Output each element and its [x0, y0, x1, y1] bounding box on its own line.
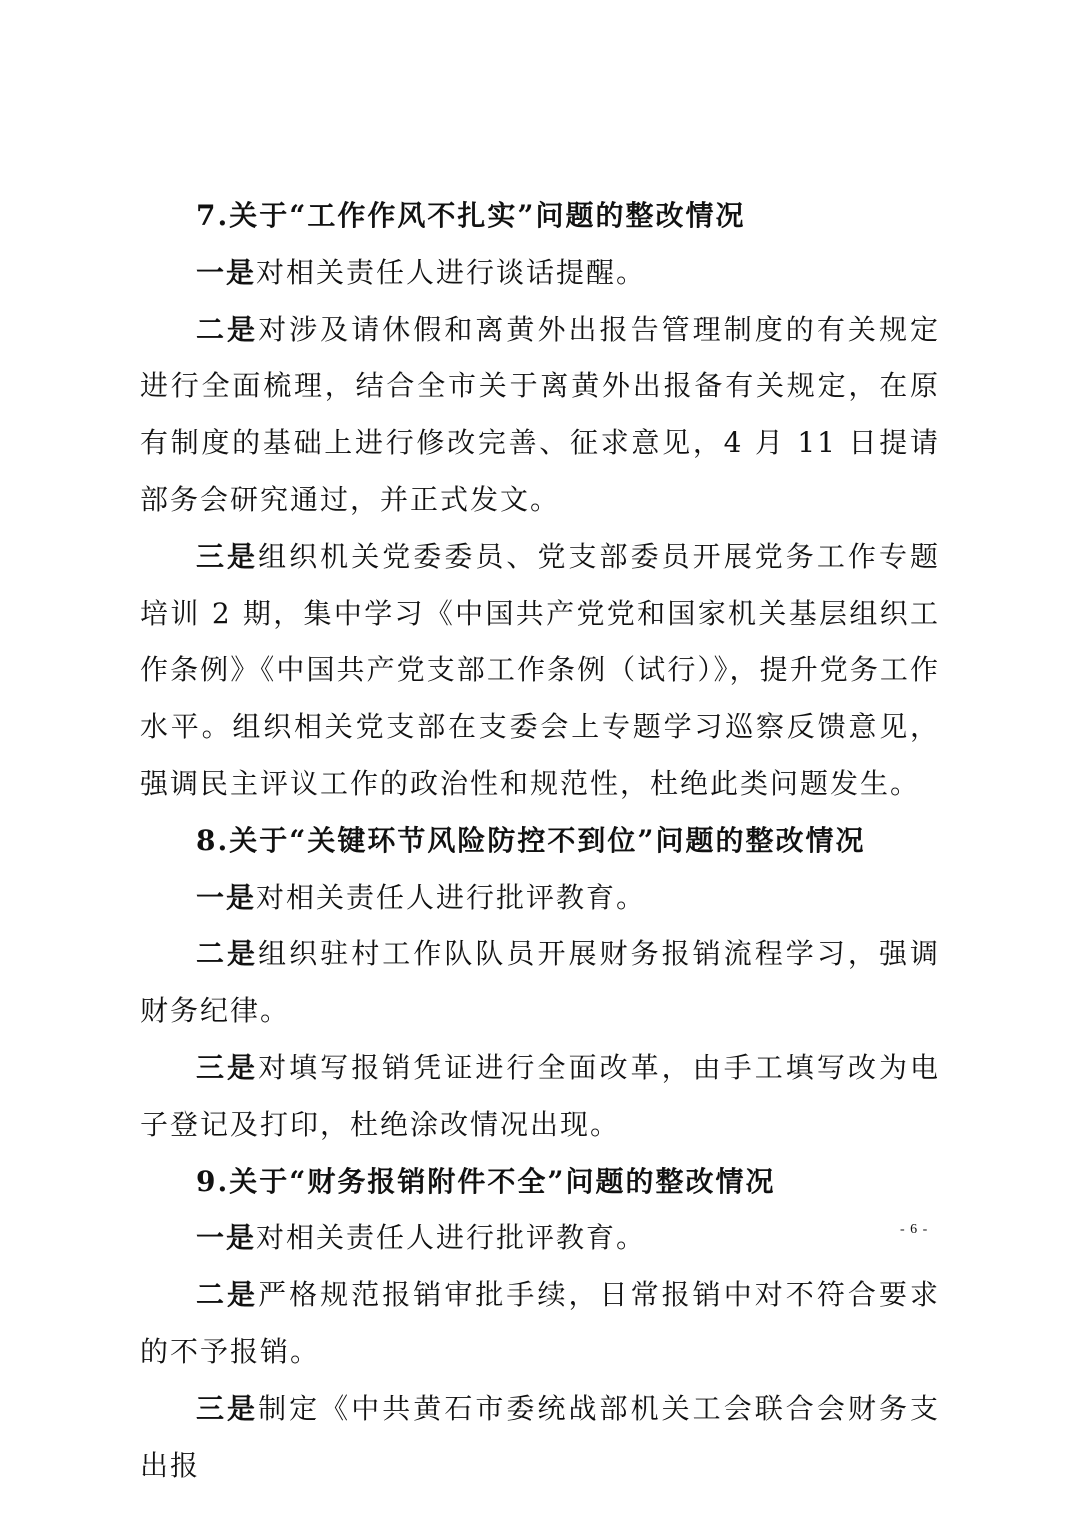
- paragraph-lead: 二是: [196, 937, 259, 971]
- paragraph-lead: 一是: [196, 255, 257, 289]
- paragraph-lead: 一是: [196, 880, 257, 914]
- document-body: [140, 188, 940, 1494]
- paragraph-9-3: [140, 1381, 940, 1495]
- paragraph-text: 制定《中共黄石市委统战部机关工会联合会财务支出报: [140, 1391, 940, 1482]
- paragraph-lead: 二是: [196, 312, 259, 346]
- paragraph-text: 对相关责任人进行谈话提醒。: [256, 255, 647, 289]
- paragraph-7-1: [140, 245, 940, 302]
- paragraph-text: 组织驻村工作队队员开展财务报销流程学习，强调财务纪律。: [140, 937, 940, 1028]
- paragraph-lead: 二是: [196, 1278, 259, 1312]
- page-number: - 6 -: [900, 1222, 929, 1237]
- paragraph-text: 组织机关党委委员、党支部委员开展党务工作专题培训 2 期，集中学习《中国共产党党和国家机关基层组织工作条例》《中国共产党支部工作条例（试行）》，提升党务工作水平。组织相关党支部在支委会上专题学习巡察反馈意见，强调民主评议工作的政治性和规范性，杜绝此类问题发生。: [140, 539, 940, 800]
- paragraph-lead: 一是: [196, 1221, 257, 1255]
- paragraph-lead: 三是: [196, 1391, 259, 1425]
- paragraph-lead: 三是: [196, 539, 259, 573]
- paragraph-8-2: [140, 926, 940, 1040]
- paragraph-text: 对相关责任人进行批评教育。: [256, 880, 647, 914]
- paragraph-8-3: [140, 1040, 940, 1154]
- paragraph-8-1: [140, 870, 940, 927]
- paragraph-9-2: [140, 1267, 940, 1381]
- paragraph-text: 对填写报销凭证进行全面改革，由手工填写改为电子登记及打印，杜绝涂改情况出现。: [140, 1050, 940, 1141]
- section-heading-7: 7.关于“工作作风不扎实”问题的整改情况: [196, 199, 746, 232]
- section-heading-9: 9.关于“财务报销附件不全”问题的整改情况: [196, 1164, 776, 1198]
- paragraph-text: 对涉及请休假和离黄外出报告管理制度的有关规定进行全面梳理，结合全市关于离黄外出报备有关规定，在原有制度的基础上进行修改完善、征求意见，4 月 11 日提请部务会研究通过，并正式发文。: [140, 312, 940, 516]
- paragraph-7-3: [140, 529, 940, 813]
- paragraph-text: 严格规范报销审批手续，日常报销中对不符合要求的不予报销。: [140, 1278, 940, 1368]
- paragraph-text: 对相关责任人进行批评教育。: [256, 1221, 647, 1255]
- paragraph-7-2: [140, 302, 940, 529]
- paragraph-lead: 三是: [196, 1050, 259, 1084]
- section-heading-8: 8.关于“关键环节风险防控不到位”问题的整改情况: [196, 823, 866, 857]
- paragraph-9-1: [140, 1210, 940, 1267]
